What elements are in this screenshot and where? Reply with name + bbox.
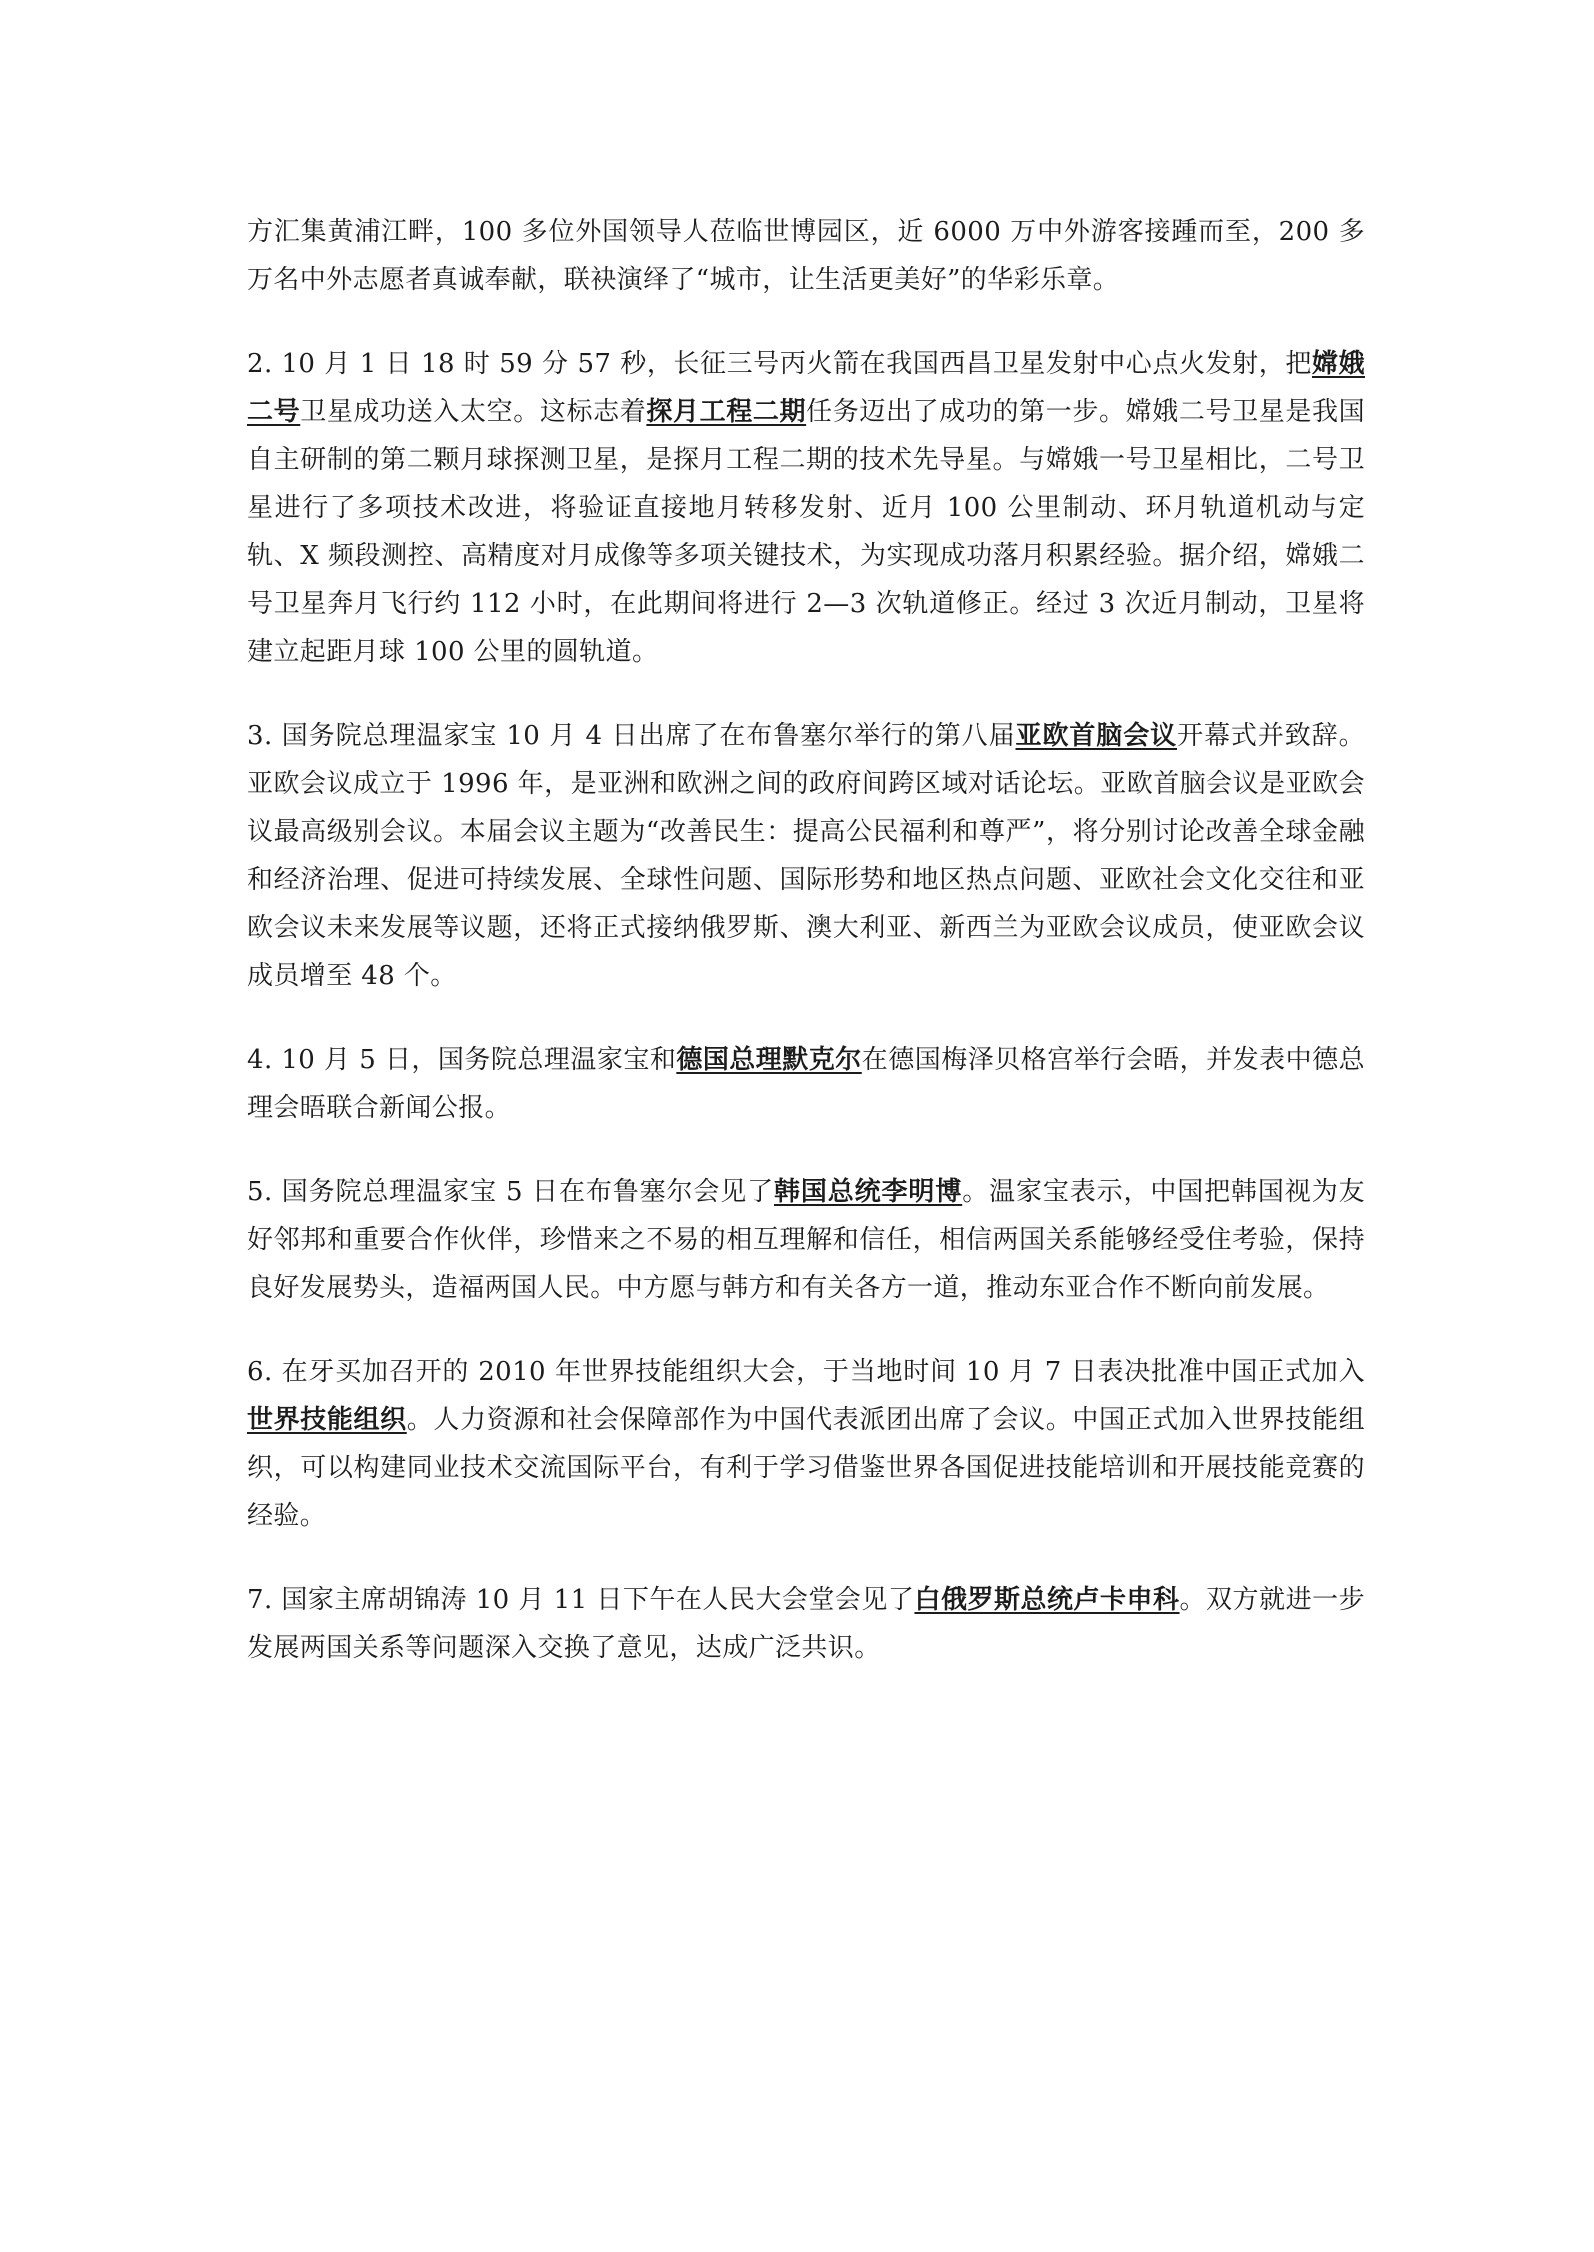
news-item-7 [247, 1576, 1365, 1672]
news-item-6 [247, 1348, 1365, 1540]
link-asem-summit[interactable]: 亚欧首脑会议 [1015, 721, 1178, 751]
news-item-2 [247, 340, 1365, 676]
news-item-3 [247, 712, 1365, 1000]
link-lunar-program-phase2[interactable]: 探月工程二期 [646, 397, 807, 427]
document-page [247, 208, 1365, 1708]
paragraph-text: 7. 国家主席胡锦涛 10 月 11 日下午在人民大会堂会见了 [247, 1585, 915, 1615]
paragraph-text: 4. 10 月 5 日，国务院总理温家宝和 [247, 1045, 677, 1075]
paragraph-text: 任务迈出了成功的第一步。嫦娥二号卫星是我国自主研制的第二颗月球探测卫星，是探月工程二期的技术先导星。与嫦娥一号卫星相比，二号卫星进行了多项技术改进，将验证直接地月转移发射、近月 100 公里制动、环月轨道机动与定轨、X 频段测控、高精度对月成像等多项关键技术，为实现成功落月积累经验。据介绍，嫦娥二号卫星奔月飞行约 112 小时，在此期间将进行 2—3 次轨道修正。经过 3 次近月制动，卫星将建立起距月球 100 公里的圆轨道。 [247, 397, 1365, 667]
paragraph-text: 。双方就进一步发展两国关系等问题深入交换了意见，达成广泛共识。 [247, 1585, 1365, 1663]
paragraph-text: 方汇集黄浦江畔，100 多位外国领导人莅临世博园区，近 6000 万中外游客接踵而至，200 多万名中外志愿者真诚奉献，联袂演绎了“城市，让生活更美好”的华彩乐章。 [247, 217, 1365, 295]
paragraph-text: 6. 在牙买加召开的 2010 年世界技能组织大会，于当地时间 10 月 7 日表决批准中国正式加入 [247, 1357, 1365, 1387]
link-worldskills[interactable]: 世界技能组织 [247, 1405, 407, 1435]
news-item-4 [247, 1036, 1365, 1132]
link-lee-myung-bak[interactable]: 韩国总统李明博 [774, 1177, 963, 1207]
paragraph-text: 在德国梅泽贝格宫举行会晤，并发表中德总理会晤联合新闻公报。 [247, 1045, 1365, 1123]
link-lukashenko[interactable]: 白俄罗斯总统卢卡申科 [914, 1585, 1180, 1615]
paragraph-text: 2. 10 月 1 日 18 时 59 分 57 秒，长征三号丙火箭在我国西昌卫星发射中心点火发射，把 [247, 349, 1312, 379]
link-merkel[interactable]: 德国总理默克尔 [676, 1045, 862, 1075]
paragraph-intro-continued [247, 208, 1365, 304]
link-change2-satellite[interactable]: 嫦娥二号 [247, 349, 1365, 427]
paragraph-text: 5. 国务院总理温家宝 5 日在布鲁塞尔会见了 [247, 1177, 775, 1207]
paragraph-text: 开幕式并致辞。亚欧会议成立于 1996 年，是亚洲和欧洲之间的政府间跨区域对话论坛。亚欧首脑会议是亚欧会议最高级别会议。本届会议主题为“改善民生：提高公民福利和尊严”，将分别讨论改善全球金融和经济治理、促进可持续发展、全球性问题、国际形势和地区热点问题、亚欧社会文化交往和亚欧会议未来发展等议题，还将正式接纳俄罗斯、澳大利亚、新西兰为亚欧会议成员，使亚欧会议成员增至 48 个。 [247, 721, 1365, 991]
paragraph-text: 。人力资源和社会保障部作为中国代表派团出席了会议。中国正式加入世界技能组织，可以构建同业技术交流国际平台，有利于学习借鉴世界各国促进技能培训和开展技能竞赛的经验。 [247, 1405, 1365, 1531]
paragraph-text: 。温家宝表示，中国把韩国视为友好邻邦和重要合作伙伴，珍惜来之不易的相互理解和信任，相信两国关系能够经受住考验，保持良好发展势头，造福两国人民。中方愿与韩方和有关各方一道，推动东亚合作不断向前发展。 [247, 1177, 1365, 1303]
news-item-5 [247, 1168, 1365, 1312]
paragraph-text: 3. 国务院总理温家宝 10 月 4 日出席了在布鲁塞尔举行的第八届 [247, 721, 1016, 751]
paragraph-text: 卫星成功送入太空。这标志着 [300, 397, 647, 427]
